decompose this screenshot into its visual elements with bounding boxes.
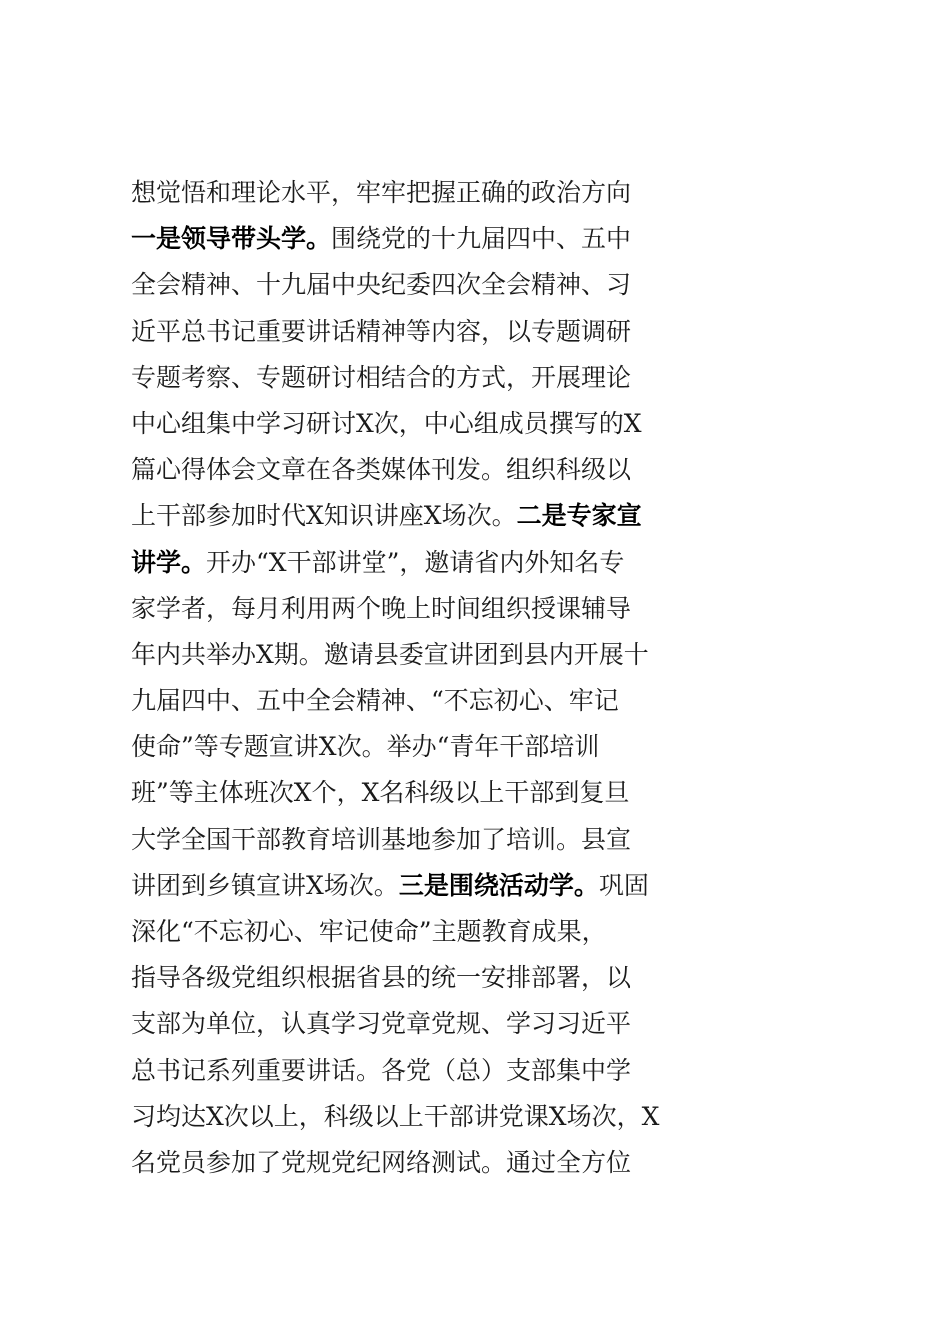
text-run: 巩固 <box>598 870 649 900</box>
body-paragraph <box>131 170 831 1186</box>
bold-heading-run: 讲学。 <box>131 547 207 577</box>
text-run: 使命”等专题宣讲X次。举办“青年干部培训 <box>131 732 600 762</box>
text-run: 专题考察、专题研讨相结合的方式，开展理论 <box>131 362 632 392</box>
text-line <box>131 632 831 678</box>
text-run: 围绕党的十九届四中、五中 <box>331 224 632 254</box>
text-run: 中心组集中学习研讨X次，中心组成员撰写的X <box>131 408 642 438</box>
text-run: 讲团到乡镇宣讲X场次。 <box>131 870 399 900</box>
text-line <box>131 1048 831 1094</box>
text-line <box>131 817 831 863</box>
text-line <box>131 540 831 586</box>
bold-heading-run: 三是围绕活动学。 <box>398 870 599 900</box>
text-line <box>131 724 831 770</box>
bold-heading-run: 一是领导带头学。 <box>131 224 332 254</box>
text-run: 名党员参加了党规党纪网络测试。通过全方位 <box>131 1147 632 1177</box>
text-line <box>131 863 831 909</box>
text-run: 总书记系列重要讲话。各党（总）支部集中学 <box>131 1055 632 1085</box>
text-run: 近平总书记重要讲话精神等内容，以专题调研 <box>131 316 632 346</box>
text-run: 大学全国干部教育培训基地参加了培训。县宣 <box>131 824 632 854</box>
text-run: 班”等主体班次X个，X名科级以上干部到复旦 <box>131 778 630 808</box>
text-line <box>131 355 831 401</box>
text-line <box>131 678 831 724</box>
text-run: 家学者，每月利用两个晚上时间组织授课辅导 <box>131 593 632 623</box>
text-run: 开办“X干部讲堂”，邀请省内外知名专 <box>206 547 625 577</box>
text-line <box>131 955 831 1001</box>
text-line <box>131 586 831 632</box>
text-run: 深化“不忘初心、牢记使命”主题教育成果， <box>131 917 607 946</box>
text-line <box>131 447 831 493</box>
text-line <box>131 216 831 262</box>
text-run: 全会精神、十九届中央纪委四次全会精神、习 <box>131 270 632 300</box>
text-line <box>131 309 831 355</box>
text-line <box>131 401 831 447</box>
text-line <box>131 262 831 308</box>
text-line <box>131 1001 831 1047</box>
text-line <box>131 909 831 955</box>
text-line <box>131 1140 831 1186</box>
text-run: 上干部参加时代X知识讲座X场次。 <box>131 501 517 531</box>
text-run: 习均达X次以上，科级以上干部讲党课X场次，X <box>131 1101 660 1131</box>
text-line <box>131 1094 831 1140</box>
text-run: 指导各级党组织根据省县的统一安排部署，以 <box>131 963 632 993</box>
text-run: 九届四中、五中全会精神、“不忘初心、牢记 <box>131 686 619 716</box>
text-line <box>131 770 831 816</box>
text-line <box>131 493 831 539</box>
text-line <box>131 170 831 216</box>
text-run: 支部为单位，认真学习党章党规、学习习近平 <box>131 1009 632 1039</box>
text-run: 想觉悟和理论水平，牢牢把握正确的政治方向 <box>131 178 632 207</box>
text-run: 年内共举办X期。邀请县委宣讲团到县内开展十 <box>131 639 649 669</box>
text-run: 篇心得体会文章在各类媒体刊发。组织科级以 <box>131 455 632 485</box>
bold-heading-run: 二是专家宣 <box>516 501 642 531</box>
